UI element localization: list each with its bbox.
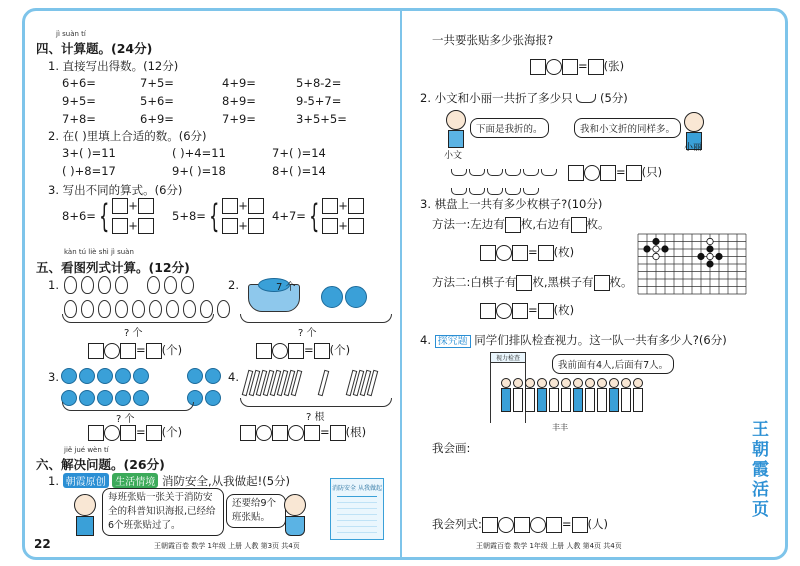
boats-group [450,162,558,200]
answer-box[interactable] [88,425,104,441]
section6-title: 六、解决问题。(26分) [36,457,165,472]
s6-q1-number: 1. [48,474,59,488]
chessboard [632,228,752,298]
formula-options: + + [322,198,364,234]
black-stone [662,246,668,252]
page-number-left: 22 [34,537,51,551]
p4-number: 4. [228,370,239,384]
answer-box[interactable] [562,59,578,75]
calc-item: 5+6= [140,94,174,108]
calc-item: 7+9= [222,112,256,126]
r-q4-text: 同学们排队检查视力。这一队一共有多少人?(6分) [474,333,727,347]
section5-title: 五、看图列式计算。(12分) [36,260,190,275]
r-q3-label: 3. 棋盘上一共有多少枚棋子?(10分) [420,197,603,211]
paper-boat-icon [451,188,467,195]
answer-box[interactable] [572,517,588,533]
answer-box[interactable] [348,198,364,214]
boy-figure [74,494,94,534]
r-q3-formula1: = (枚) [480,244,574,261]
s6-q1-text: 消防安全,从我做起!(5分) [161,474,291,488]
student-figure [620,378,630,412]
operator-circle[interactable] [104,343,120,359]
eye-check-sign: 视力检查 [491,353,525,363]
student-figure [608,378,618,412]
drawing-area[interactable] [500,440,740,510]
s4-q2-label: 2. 在( )里填上合适的数。(6分) [48,129,207,143]
sticks-group [244,370,376,400]
r-q4-number: 4. [420,333,431,347]
black-stone [653,238,659,244]
s5-pinyin: kàn tú liè shì jì suàn [64,248,134,256]
fill-blank-item[interactable]: ( )+4=11 [172,146,226,160]
p4-brace [240,398,392,407]
p4-formula: = (根) [240,424,366,441]
calc-item: 8+9= [222,94,256,108]
fill-blank-item[interactable]: 9+( )=18 [172,164,226,178]
name-fengfeng: 丰丰 [552,423,568,432]
answer-box[interactable] [512,303,528,319]
paper-boat-icon [523,188,539,195]
m2c-text: 枚。 [609,275,633,289]
r-q1-formula: = (张) [530,58,624,75]
student-figure [596,378,606,412]
page-fold [400,8,402,558]
calc-item: 5+8-2= [296,76,342,90]
answer-box[interactable] [480,303,496,319]
paper-boat-icon [469,169,485,176]
student-figure [572,378,582,412]
white-stone [707,238,713,244]
p1-brace [62,314,214,323]
different-formulas [62,198,154,234]
xiaowen-figure [446,110,466,150]
footer-right: 王朝霞百卷 数学 1年级 上册 人教 第4页 共4页 [476,542,622,550]
paper-boat-icon [505,188,521,195]
name-xiaoli: 小丽 [684,143,703,153]
answer-box[interactable] [330,425,346,441]
r-q3-method2 [432,274,633,291]
black-stone [644,246,650,252]
explore-tag: 探究题 [435,335,471,348]
formula-label: 我会列式: [432,517,482,531]
formula-lhs: 5+8= [172,209,206,223]
p3-number: 3. [48,370,59,384]
answer-box[interactable] [626,165,642,181]
r-q3-method1 [432,216,610,233]
m1-text: 方法一:左边有 [432,217,505,231]
student-figure [584,378,594,412]
brace: { [208,197,220,235]
p1-unit: (个) [161,343,183,357]
p3-question: ? 个 [116,414,135,425]
formula-lhs: 4+7= [272,209,306,223]
answer-box[interactable] [600,165,616,181]
answer-box[interactable] [348,218,364,234]
operator-circle[interactable] [496,303,512,319]
r-q3-unit1: (枚) [553,245,575,259]
r-q1-unit: (张) [603,59,625,73]
original-tag: 朝霞原创 [63,473,109,488]
answer-box[interactable] [516,275,532,291]
calc-item: 9+5= [62,94,96,108]
operator-circle[interactable] [496,245,512,261]
r-q2-score: (5分) [599,91,628,105]
answer-box[interactable] [222,218,238,234]
r-q4-line [420,332,727,348]
s6-q1-line [48,473,290,489]
black-stone [698,253,704,259]
answer-box[interactable] [546,517,562,533]
operator-circle[interactable] [272,343,288,359]
p2-number: 2. [228,278,239,292]
r-q4-unit: (人) [587,517,608,531]
answer-box[interactable] [514,517,530,533]
calc-item: 9-5+7= [296,94,342,108]
different-formulas [172,198,264,234]
p2-top-label: 7 个 [276,282,296,293]
answer-box[interactable] [256,343,272,359]
answer-box[interactable] [272,425,288,441]
r-q3-formula2: = (枚) [480,302,574,319]
paper-boat-icon [576,94,596,103]
answer-box[interactable] [512,245,528,261]
p1-question: ? 个 [124,328,143,339]
section4-title: 四、计算题。(24分) [36,41,153,56]
footer-left: 王朝霞百卷 数学 1年级 上册 人教 第3页 共4页 [154,542,300,550]
answer-box[interactable] [304,425,320,441]
answer-box[interactable] [322,198,338,214]
calc-item: 7+8= [62,112,96,126]
answer-box[interactable] [120,425,136,441]
answer-box[interactable] [120,343,136,359]
operator-circle[interactable] [498,517,514,533]
operator-circle[interactable] [104,425,120,441]
brand-logo: 王朝霞活页 [752,420,769,520]
answer-box[interactable] [112,198,128,214]
operator-circle[interactable] [546,59,562,75]
paper-boat-icon [487,188,503,195]
answer-box[interactable] [538,245,554,261]
paper-boat-icon [505,169,521,176]
speech-bubble-boy: 每班张贴一张关于消防安全的科普知识海报,已经给6个班张贴过了。 [102,488,224,536]
answer-box[interactable] [112,218,128,234]
s6-pinyin: jiě jué wèn tí [64,446,109,454]
student-figure [560,378,570,412]
student-figure [536,378,546,412]
answer-box[interactable] [538,303,554,319]
answer-box[interactable] [314,343,330,359]
r-q2-label-text: 2. 小文和小丽一共折了多少只 [420,91,573,105]
calc-item: 7+5= [140,76,174,90]
fill-blank-item[interactable]: 7+( )=14 [272,146,326,160]
p1-number: 1. [48,278,59,292]
answer-box[interactable] [322,218,338,234]
answer-box[interactable] [480,245,496,261]
life-scene-tag: 生活情境 [112,473,158,488]
student-figure [512,378,522,412]
answer-box[interactable] [138,198,154,214]
p3-unit: (个) [161,425,183,439]
black-stone [707,261,713,267]
s4-q3-label: 3. 写出不同的算式。(6分) [48,183,183,197]
paper-boat-icon [451,169,467,176]
white-stone [653,253,659,259]
black-stone [716,253,722,259]
answer-box[interactable] [240,425,256,441]
m1c-text: 枚。 [586,217,610,231]
m1b-text: 枚,右边有 [520,217,571,231]
fill-blank-item[interactable]: 3+( )=11 [62,146,116,160]
apples-group [320,286,368,312]
calc-item: 6+9= [140,112,174,126]
answer-box[interactable] [138,218,154,234]
p2-brace [240,314,392,323]
fire-safety-poster [330,478,384,540]
calc-item: 3+5+5= [296,112,347,126]
r-q3-unit2: (枚) [553,303,575,317]
answer-box[interactable] [146,343,162,359]
student-figure [632,378,642,412]
operator-circle[interactable] [530,517,546,533]
poster-title: 消防安全 从我做起 [332,485,382,492]
answer-box[interactable] [594,275,610,291]
fill-blank-item[interactable]: ( )+8=17 [62,164,116,178]
answer-box[interactable] [248,218,264,234]
paper-boat-icon [541,169,557,176]
r-q2-label [420,90,628,106]
fill-blank-item[interactable]: 8+( )=14 [272,164,326,178]
calc-item: 4+9= [222,76,256,90]
p1-formula: = (个) [88,342,182,359]
speech-bubble-fengfeng: 我前面有4人,后面有7人。 [552,354,674,374]
answer-box[interactable] [146,425,162,441]
r-q2-unit: (只) [641,165,663,179]
draw-label: 我会画: [432,441,471,455]
white-stone [653,246,659,252]
answer-box[interactable] [571,217,587,233]
answer-box[interactable] [248,198,264,214]
paper-boat-icon [487,169,503,176]
s4-q1-label: 1. 直接写出得数。(12分) [48,59,179,73]
student-figure [548,378,558,412]
operator-circle[interactable] [288,425,304,441]
p3-formula: = (个) [88,424,182,441]
paper-boat-icon [523,169,539,176]
white-stone [707,253,713,259]
student-figure [524,378,534,412]
p2-question: ? 个 [298,328,317,339]
student-queue [500,378,644,412]
answer-box[interactable] [530,59,546,75]
answer-box[interactable] [505,217,521,233]
student-figure [500,378,510,412]
m2b-text: 枚,黑棋子有 [532,275,594,289]
answer-box[interactable] [568,165,584,181]
name-xiaowen: 小文 [444,151,463,161]
speech-bubble-xiaoli: 我和小文折的同样多。 [574,118,681,138]
answer-box[interactable] [88,343,104,359]
formula-options: + + [112,198,154,234]
answer-box[interactable] [482,517,498,533]
calc-item: 6+6= [62,76,96,90]
answer-box[interactable] [588,59,604,75]
p2-formula: = (个) [256,342,350,359]
operator-circle[interactable] [256,425,272,441]
p4-unit: (根) [345,425,367,439]
speech-bubble-xiaowen: 下面是我折的。 [470,118,549,138]
paper-boat-icon [469,188,485,195]
speech-bubble-girl: 还要给9个班张贴。 [226,494,286,528]
m2-text: 方法二:白棋子有 [432,275,517,289]
r-q4-formula: 我会列式: = (人) [432,517,608,531]
p4-question: ? 根 [306,412,325,423]
r-q1-cont: 一共要张贴多少张海报? [432,33,554,47]
p2-unit: (个) [329,343,351,357]
black-stone [707,246,713,252]
formula-options: + + [222,198,264,234]
operator-circle[interactable] [584,165,600,181]
answer-box[interactable] [222,198,238,214]
s4-pinyin: jì suàn tí [56,30,86,38]
answer-box[interactable] [288,343,304,359]
girl-figure [284,494,304,534]
brace: { [308,197,320,235]
different-formulas [272,198,364,234]
brace: { [98,197,110,235]
r-q2-formula: = (只) [568,164,662,181]
formula-lhs: 8+6= [62,209,96,223]
